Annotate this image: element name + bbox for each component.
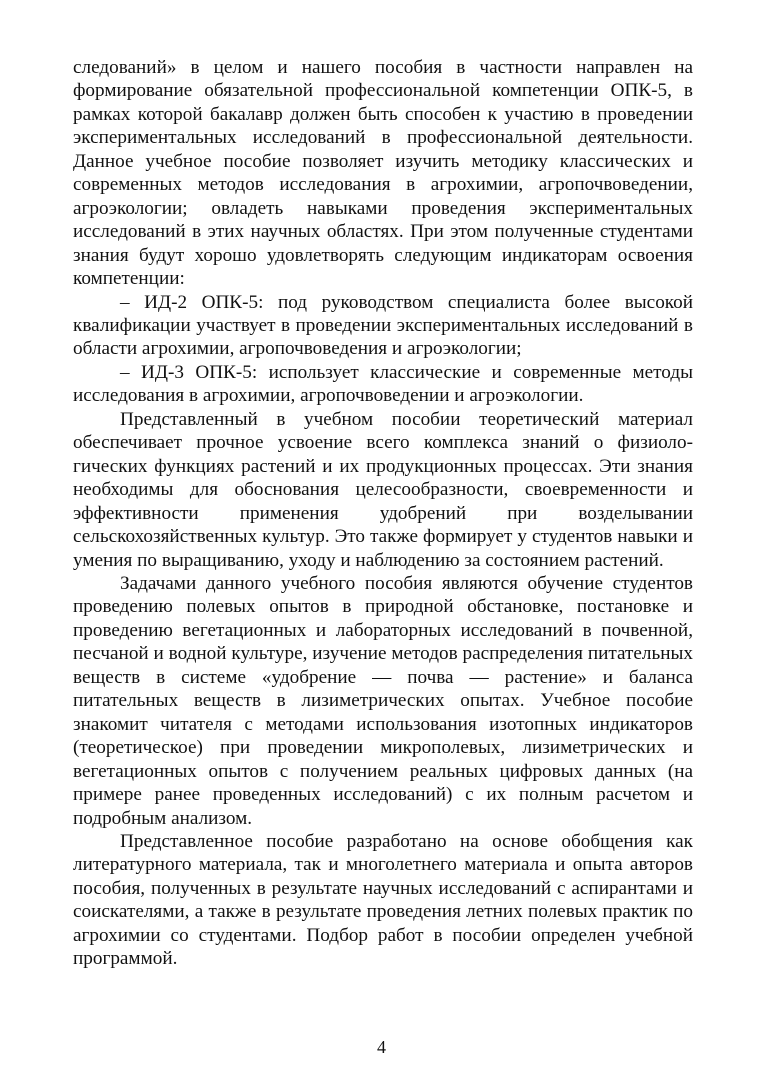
paragraph-basis: Представленное пособие разработано на основе обобщения как литературного материала, так и многолетнего материала и опыта авторов пособия, полученных в результате научных исследований с аспирантами и соискателями, а также в результате проведения летних полевых практик по агрохимии со студентами. Подбор работ в пособии определен учебной программой. (73, 830, 693, 970)
paragraph-tasks: Задачами данного учебного пособия являются обучение студентов проведению полевых опытов в природной обстановке, постановке и проведению вегетационных и лабораторных исследований в почвенной, песчаной и водной культуре, изучение методов распределения питательных веществ в системе «удобрение — почва — растение» и баланса питательных веществ в лизиметрических опытах. Учебное пособие знакомит читателя с методами использования изотопных индикаторов (теоретическое) при проведении микрополевых, лизиметрических и вегетационных опытов с получением реальных цифровых данных (на примере ранее проведенных исследований) с их полным расчетом и подробным анализом. (73, 572, 693, 829)
page-number: 4 (377, 1037, 386, 1057)
paragraph-continuation: следований» в целом и нашего пособия в частности направлен на формирование обязательной профессиональной компетенции ОПК-5, в рамках которой бакалавр должен быть способен к участию в проведении экспериментальных исследований в профессиональной деятельности. Данное учебное пособие позволяет изучить методику классических и современных методов исследования в агрохимии, агропочвоведении, агроэкологии; овладеть навыками проведения экспериментальных исследований в этих научных областях. При этом полученные студентами знания будут хорошо удовлетворять следующим индикаторам освоения компетенции: (73, 57, 693, 290)
body-text (73, 56, 693, 971)
paragraph-theory: Представленный в учебном пособии теоретический материал обеспечивает прочное усвоение всего комплекса знаний о физиологических функциях растений и их продукционных процессах. Эти знания необходимы для обоснования целесообразности, своевременности и эффективности применения удобрений при возделывании сельскохозяйственных культур. Это также формирует у студентов навыки и умения по выращиванию, уходу и наблюдению за состоянием растений. (73, 408, 693, 571)
paragraph-indicator-id3: – ИД-3 ОПК-5: использует классические и современные методы исследования в агрохимии, агропочвоведении и агроэкологии. (73, 361, 693, 407)
paragraph-indicator-id2: – ИД-2 ОПК-5: под руководством специалиста более высокой квалификации участвует в проведении экспериментальных исследований в области агрохимии, агропочвоведения и агроэкологии; (73, 291, 693, 360)
